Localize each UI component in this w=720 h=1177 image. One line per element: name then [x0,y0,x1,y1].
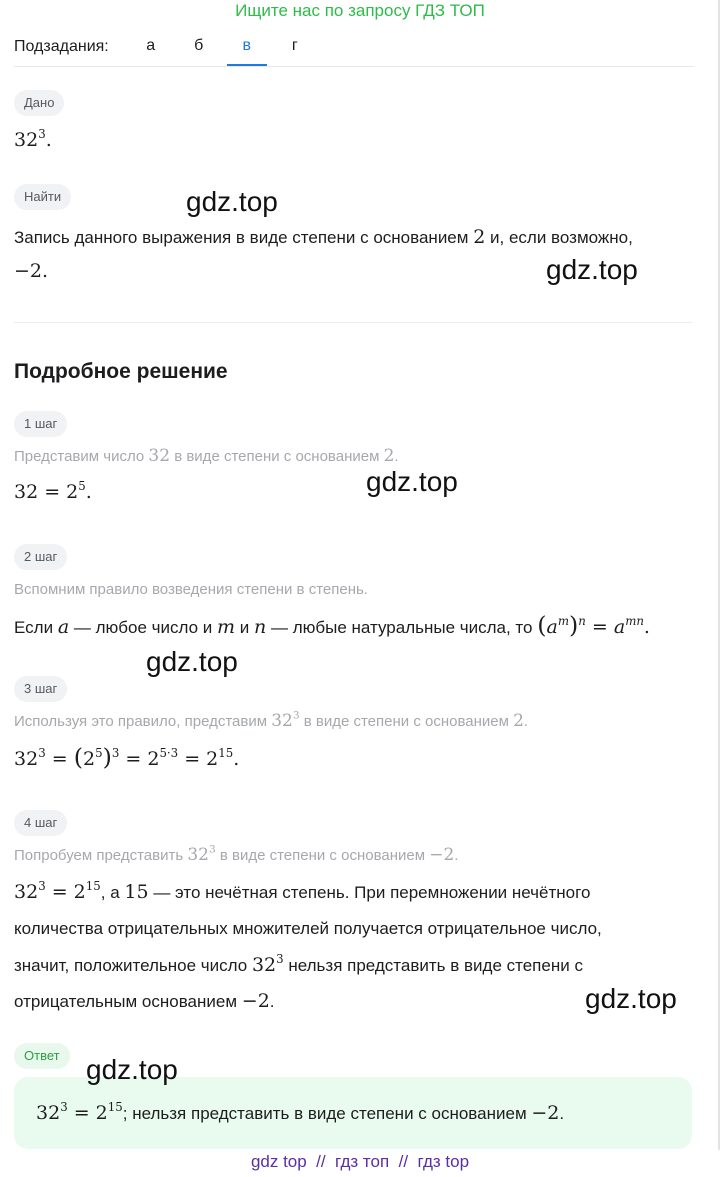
find-text-cont: −2. [14,260,49,282]
step2-rule: Если a — любое число и m и n — любые натуральные числа, то $(a^m)^n = a^{mn}$. [14,611,650,639]
step1-formula: $32 = 2^5$. [14,478,92,503]
promo-banner: Ищите нас по запросу ГДЗ ТОП [235,1,485,20]
find-text: Запись данного выражения в виде степени с основанием 2 и, если возможно, [14,226,633,248]
watermark: gdz.top [546,254,638,285]
answer-box [14,1077,692,1149]
step-badge: 2 шаг [14,544,67,570]
footer-links: gdz top // гдз топ // гдз top [250,1152,470,1171]
step4-line2: количества отрицательных множителей получается отрицательное число, [14,919,602,938]
watermark: gdz.top [186,186,278,217]
given-expression: $32^3$. [14,126,52,151]
watermark: gdz.top [585,983,677,1014]
watermark: gdz.top [366,466,458,497]
step4-line1: $32^3 = 2^{15}$, а 15 — это нечётная степень. При перемножении нечётного [14,878,591,903]
subtasks-label: Подзадания: [14,38,109,55]
answer-badge: Ответ [14,1043,70,1069]
watermark: gdz.top [146,646,238,677]
given-badge: Дано [14,90,64,116]
step4-hint: Попробуем представить $32^3$ в виде степени с основанием −2. [14,843,459,865]
step4-line4: отрицательным основанием −2. [14,990,275,1012]
watermark: gdz.top [86,1054,178,1085]
step-badge: 3 шаг [14,676,67,702]
step2-hint: Вспомним правило возведения степени в степень. [14,581,368,598]
step3-formula: $32^3 = (2^5)^3 = 2^{5\cdot 3} = 2^{15}$. [14,743,240,771]
step-badge: 4 шаг [14,810,67,836]
answer-text: $32^3 = 2^{15}$; нельзя представить в виде степени с основанием −2. [36,1099,565,1124]
find-badge: Найти [14,184,71,210]
tab-v[interactable]: в [227,28,267,66]
step-badge: 1 шаг [14,411,67,437]
step3-hint: Используя это правило, представим $32^3$ в виде степени с основанием 2. [14,709,529,731]
step4-line3: значит, положительное число $32^3$ нельзя представить в виде степени с [14,951,583,976]
tab-b[interactable]: б [194,37,204,54]
solution-title: Подробное решение [14,360,228,383]
section-divider [14,322,692,323]
tab-a[interactable]: а [146,37,156,54]
tab-g[interactable]: г [291,37,298,54]
subtasks-bar [14,28,694,67]
step1-hint: Представим число 32 в виде степени с основанием 2. [14,446,399,466]
